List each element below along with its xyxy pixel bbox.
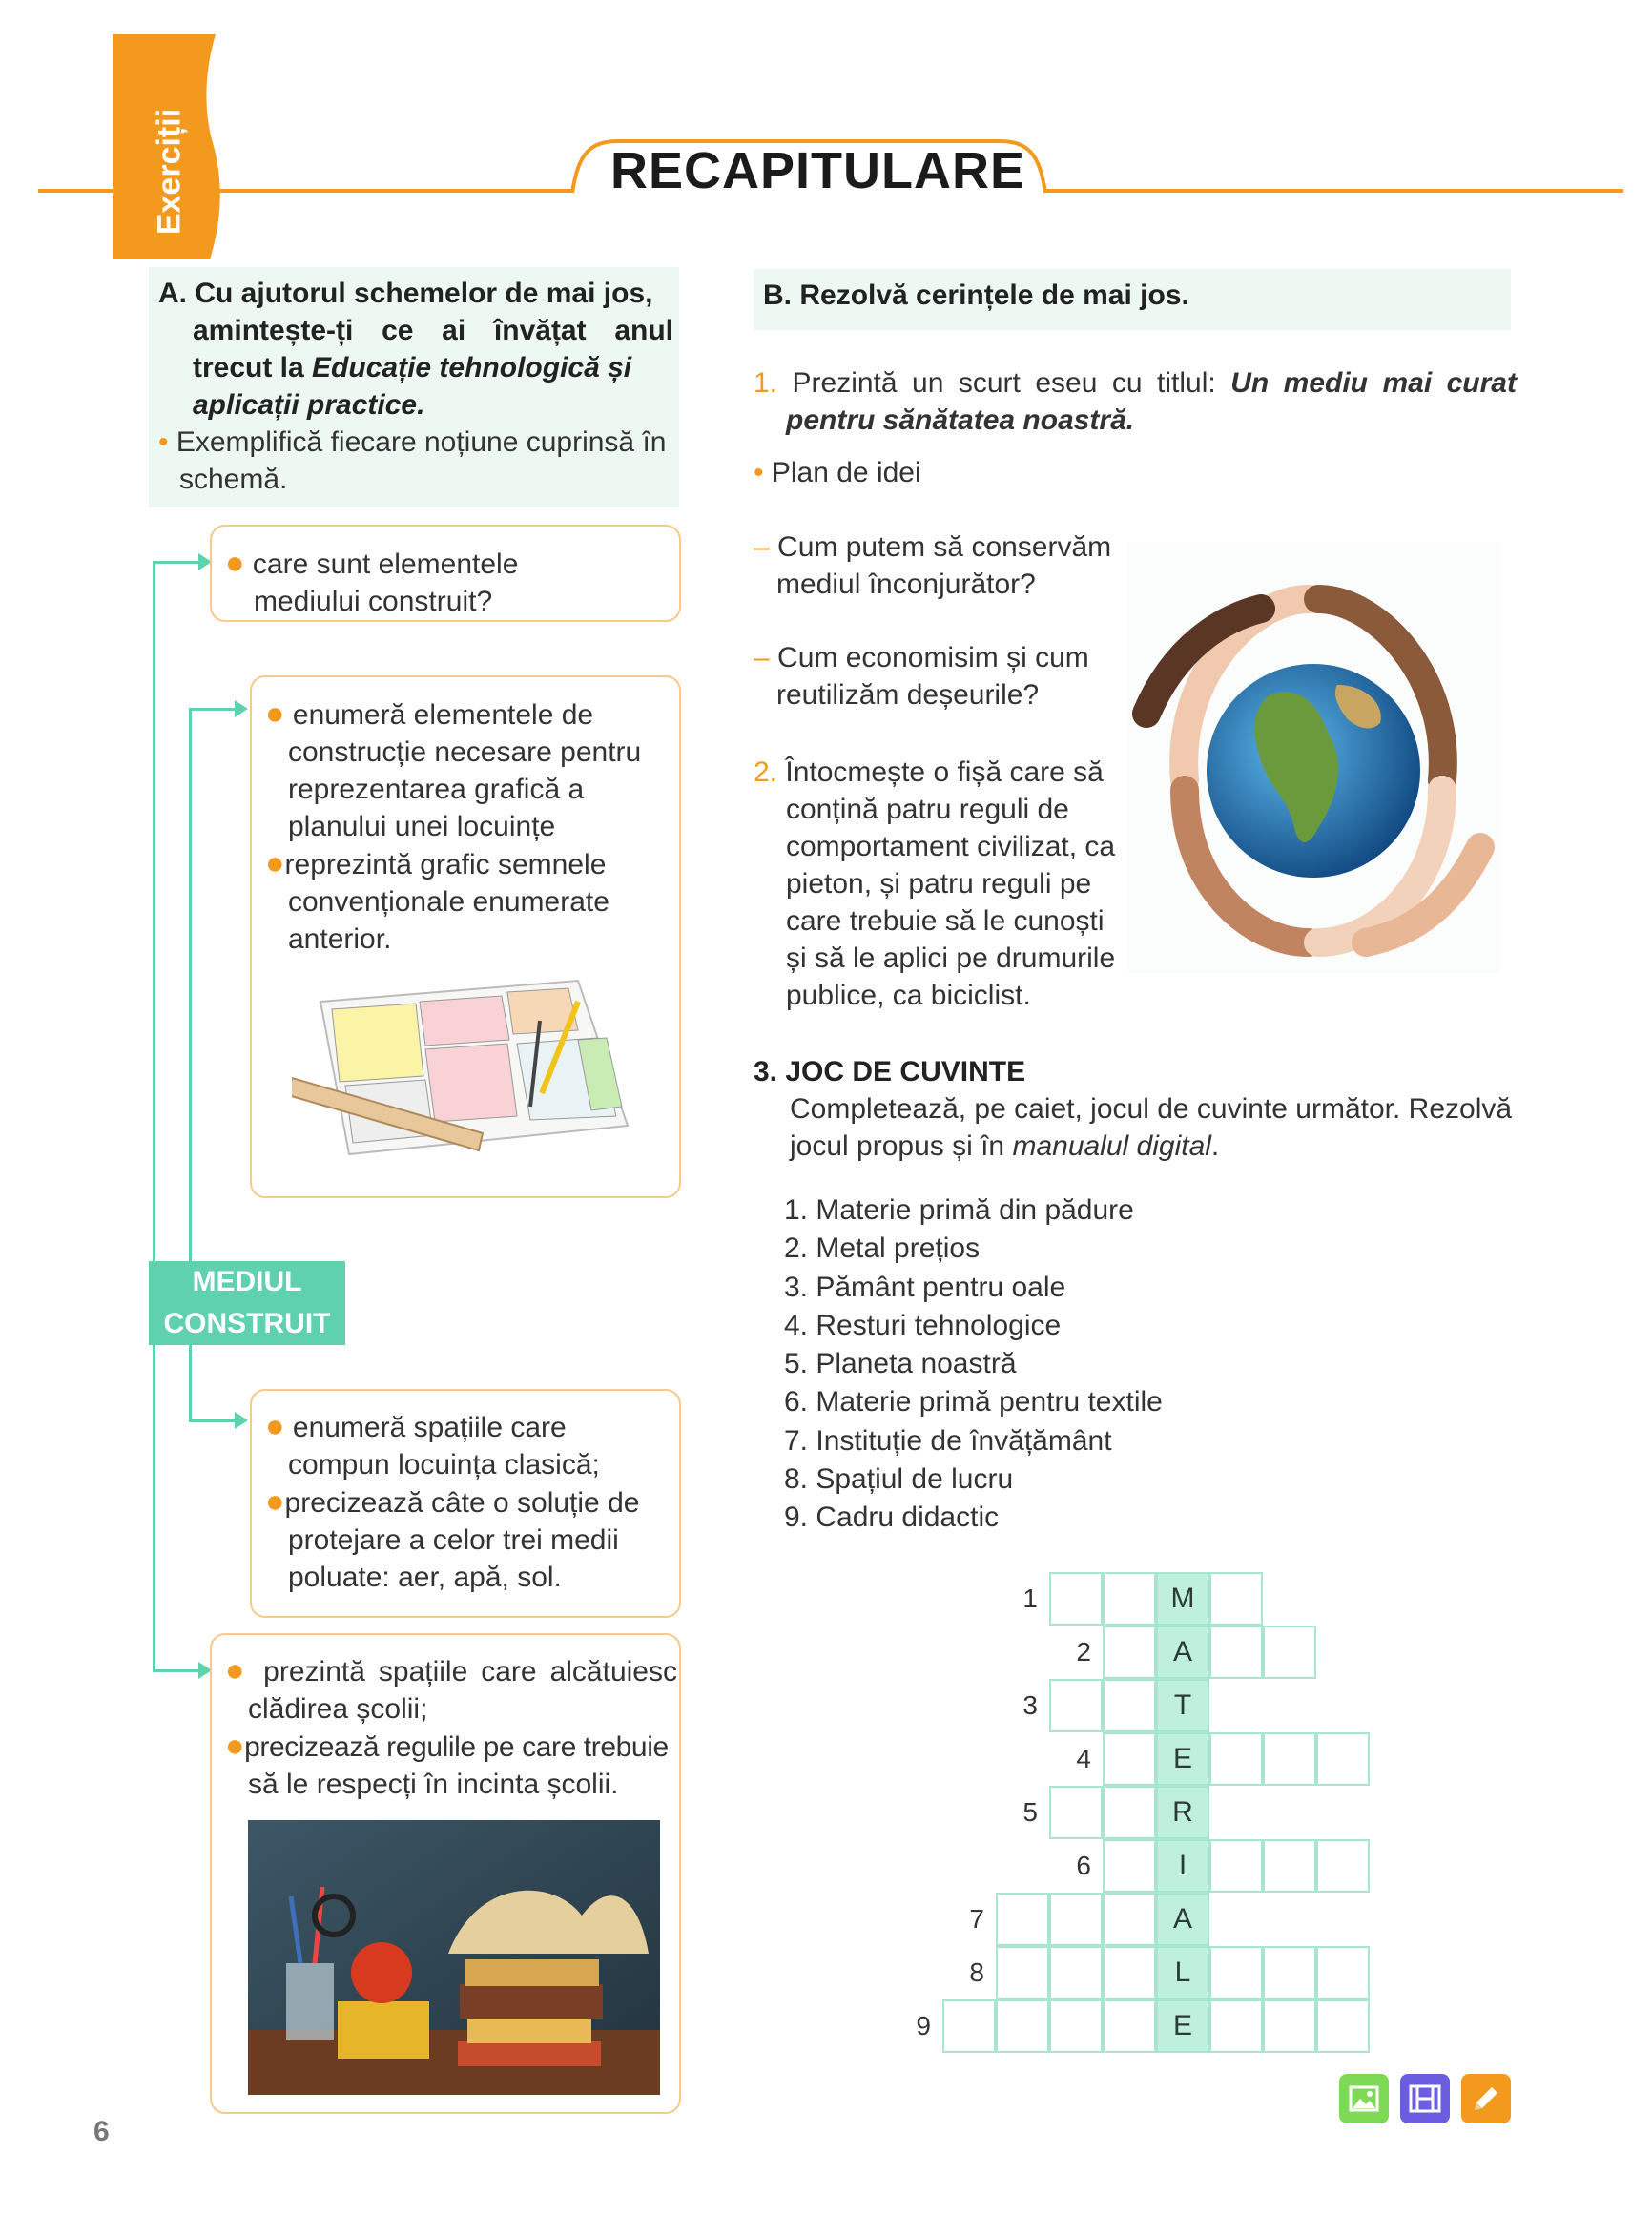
crossword-key-cell: A <box>1156 1893 1209 1946</box>
crossword-cell <box>1263 1732 1316 1786</box>
crossword-cell <box>1263 1626 1316 1679</box>
crossword-cell <box>1103 1999 1156 2053</box>
clue: 7. Instituție de învățământ <box>784 1424 1112 1457</box>
arrow-3 <box>235 1412 248 1429</box>
card-plan-text: ● enumeră elementele de construcție necesare pentru reprezentarea grafică a planului unei locuințe ●reprezintă grafic semnele convenționale enumerate anterior. <box>265 695 642 955</box>
section-b-instruction: B. Rezolvă cerințele de mai jos. <box>763 280 1189 311</box>
connector-h1 <box>153 561 200 564</box>
image-icon[interactable] <box>1339 2074 1389 2123</box>
connector-h3 <box>189 1419 237 1422</box>
floor-plan-image <box>292 963 635 1164</box>
clue: 6. Materie primă pentru textile <box>784 1386 1163 1419</box>
crossword-cell <box>1103 1786 1156 1839</box>
item-1: 1. Prezintă un scurt eseu cu titlul: Un mediu mai curat pentru sănătatea noastră. • Plan de idei <box>754 367 1517 488</box>
pencil-icon[interactable] <box>1461 2074 1511 2123</box>
exercitii-tab-label: Exerciții <box>151 108 188 236</box>
crossword-cell <box>1209 1946 1263 1999</box>
card-elements-text: ● care sunt elementele mediului construit? <box>225 545 519 617</box>
crossword-cell <box>1103 1839 1156 1893</box>
crossword-cell <box>996 1946 1049 1999</box>
clue: 8. Spațiul de lucru <box>784 1463 1014 1496</box>
clues-list <box>784 1191 1356 1538</box>
crossword-cell <box>1049 1679 1103 1732</box>
crossword-row-number: 3 <box>1022 1690 1038 1720</box>
crossword-key-cell: E <box>1156 1999 1209 2053</box>
crossword-cell <box>1049 1893 1103 1946</box>
clue: 1. Materie primă din pădure <box>784 1194 1134 1226</box>
mediul-construit-label: MEDIUL CONSTRUIT <box>149 1261 345 1345</box>
section-a-instruction: A. Cu ajutorul schemelor de mai jos, amintește-ți ce ai învățat anul trecut la Educație tehnologică și aplicații practice. • Exemplifică fiecare noțiune cuprinsă în schemă. <box>158 278 673 495</box>
connector-outer <box>153 561 155 1671</box>
school-books-image <box>248 1820 660 2095</box>
crossword-row-number: 5 <box>1022 1797 1038 1827</box>
globe-hands-image <box>1127 542 1499 973</box>
card-home-text: ● enumeră spațiile care compun locuința clasică; ●precizează câte o soluție de protejare a celor trei medii poluate: aer, apă, sol. <box>265 1408 640 1593</box>
crossword-row-number: 2 <box>1076 1637 1091 1667</box>
crossword-key-cell: A <box>1156 1626 1209 1679</box>
crossword-row-number: 4 <box>1076 1744 1091 1773</box>
crossword-cell <box>1316 1732 1370 1786</box>
crossword-row-number: 9 <box>916 2011 931 2040</box>
crossword-row-number: 8 <box>969 1957 984 1987</box>
crossword-cell <box>1263 1999 1316 2053</box>
crossword-cell <box>1103 1946 1156 1999</box>
clue: 5. Planeta noastră <box>784 1348 1017 1380</box>
crossword-cell <box>1316 1839 1370 1893</box>
plan-questions: – Cum putem să conservăm mediul înconjurător? – Cum economisim și cum reutilizăm deșeurile? <box>754 531 1112 711</box>
clue: 4. Resturi tehnologice <box>784 1309 1062 1341</box>
crossword-cell <box>1103 1679 1156 1732</box>
crossword-row-number: 7 <box>969 1904 984 1934</box>
connector-h2 <box>189 708 237 711</box>
crossword-cell <box>1049 1946 1103 1999</box>
clue: 2. Metal prețios <box>784 1232 981 1265</box>
crossword-key-cell: R <box>1156 1786 1209 1839</box>
crossword-cell <box>1209 1839 1263 1893</box>
item-2: 2. Întocmește o fișă care să conțină patru reguli de comportament civilizat, ca pieton, și patru reguli pe care trebuie să le cunoști și să le aplici pe drumurile publice, ca biciclist. <box>754 756 1116 1011</box>
section-a-letter: A. <box>158 278 187 309</box>
crossword-cell <box>1103 1893 1156 1946</box>
crossword-cell <box>1103 1626 1156 1679</box>
film-icon[interactable] <box>1400 2074 1450 2123</box>
crossword-cell <box>1103 1572 1156 1626</box>
crossword-key-cell: E <box>1156 1732 1209 1786</box>
crossword-cell <box>1049 1572 1103 1626</box>
crossword-cell <box>996 1893 1049 1946</box>
crossword-cell <box>1209 1626 1263 1679</box>
crossword-row-number: 1 <box>1022 1584 1038 1613</box>
crossword-cell <box>1103 1732 1156 1786</box>
crossword-cell <box>1049 1786 1103 1839</box>
card-school-text: ● prezintă spațiile care alcătuiesc clădirea școlii; ●precizează regulile pe care trebuie să le respecți în incinta școlii. <box>225 1652 677 1800</box>
crossword-cell <box>1316 1999 1370 2053</box>
crossword-key-cell: T <box>1156 1679 1209 1732</box>
crossword-cell <box>1263 1839 1316 1893</box>
crossword-cell <box>1316 1946 1370 1999</box>
clue: 9. Cadru didactic <box>784 1501 1000 1534</box>
page-title: RECAPITULARE <box>610 142 1026 199</box>
arrow-2 <box>235 700 248 717</box>
connector-h4 <box>153 1669 200 1672</box>
crossword-cell <box>1209 1732 1263 1786</box>
crossword-key-cell: L <box>1156 1946 1209 1999</box>
crossword-cell <box>1263 1946 1316 1999</box>
crossword-row-number: 6 <box>1076 1851 1091 1880</box>
page-number: 6 <box>93 2116 110 2147</box>
crossword-cell <box>1049 1999 1103 2053</box>
crossword-key-cell: I <box>1156 1839 1209 1893</box>
crossword-cell <box>1209 1999 1263 2053</box>
crossword-cell <box>996 1999 1049 2053</box>
crossword-cell <box>942 1999 996 2053</box>
crossword-cell <box>1209 1572 1263 1626</box>
crossword-key-cell: M <box>1156 1572 1209 1626</box>
item-3: 3. JOC DE CUVINTE Completează, pe caiet, jocul de cuvinte următor. Rezolvă jocul propus și în manualul digital. <box>754 1056 1513 1162</box>
clue: 3. Pământ pentru oale <box>784 1271 1066 1303</box>
